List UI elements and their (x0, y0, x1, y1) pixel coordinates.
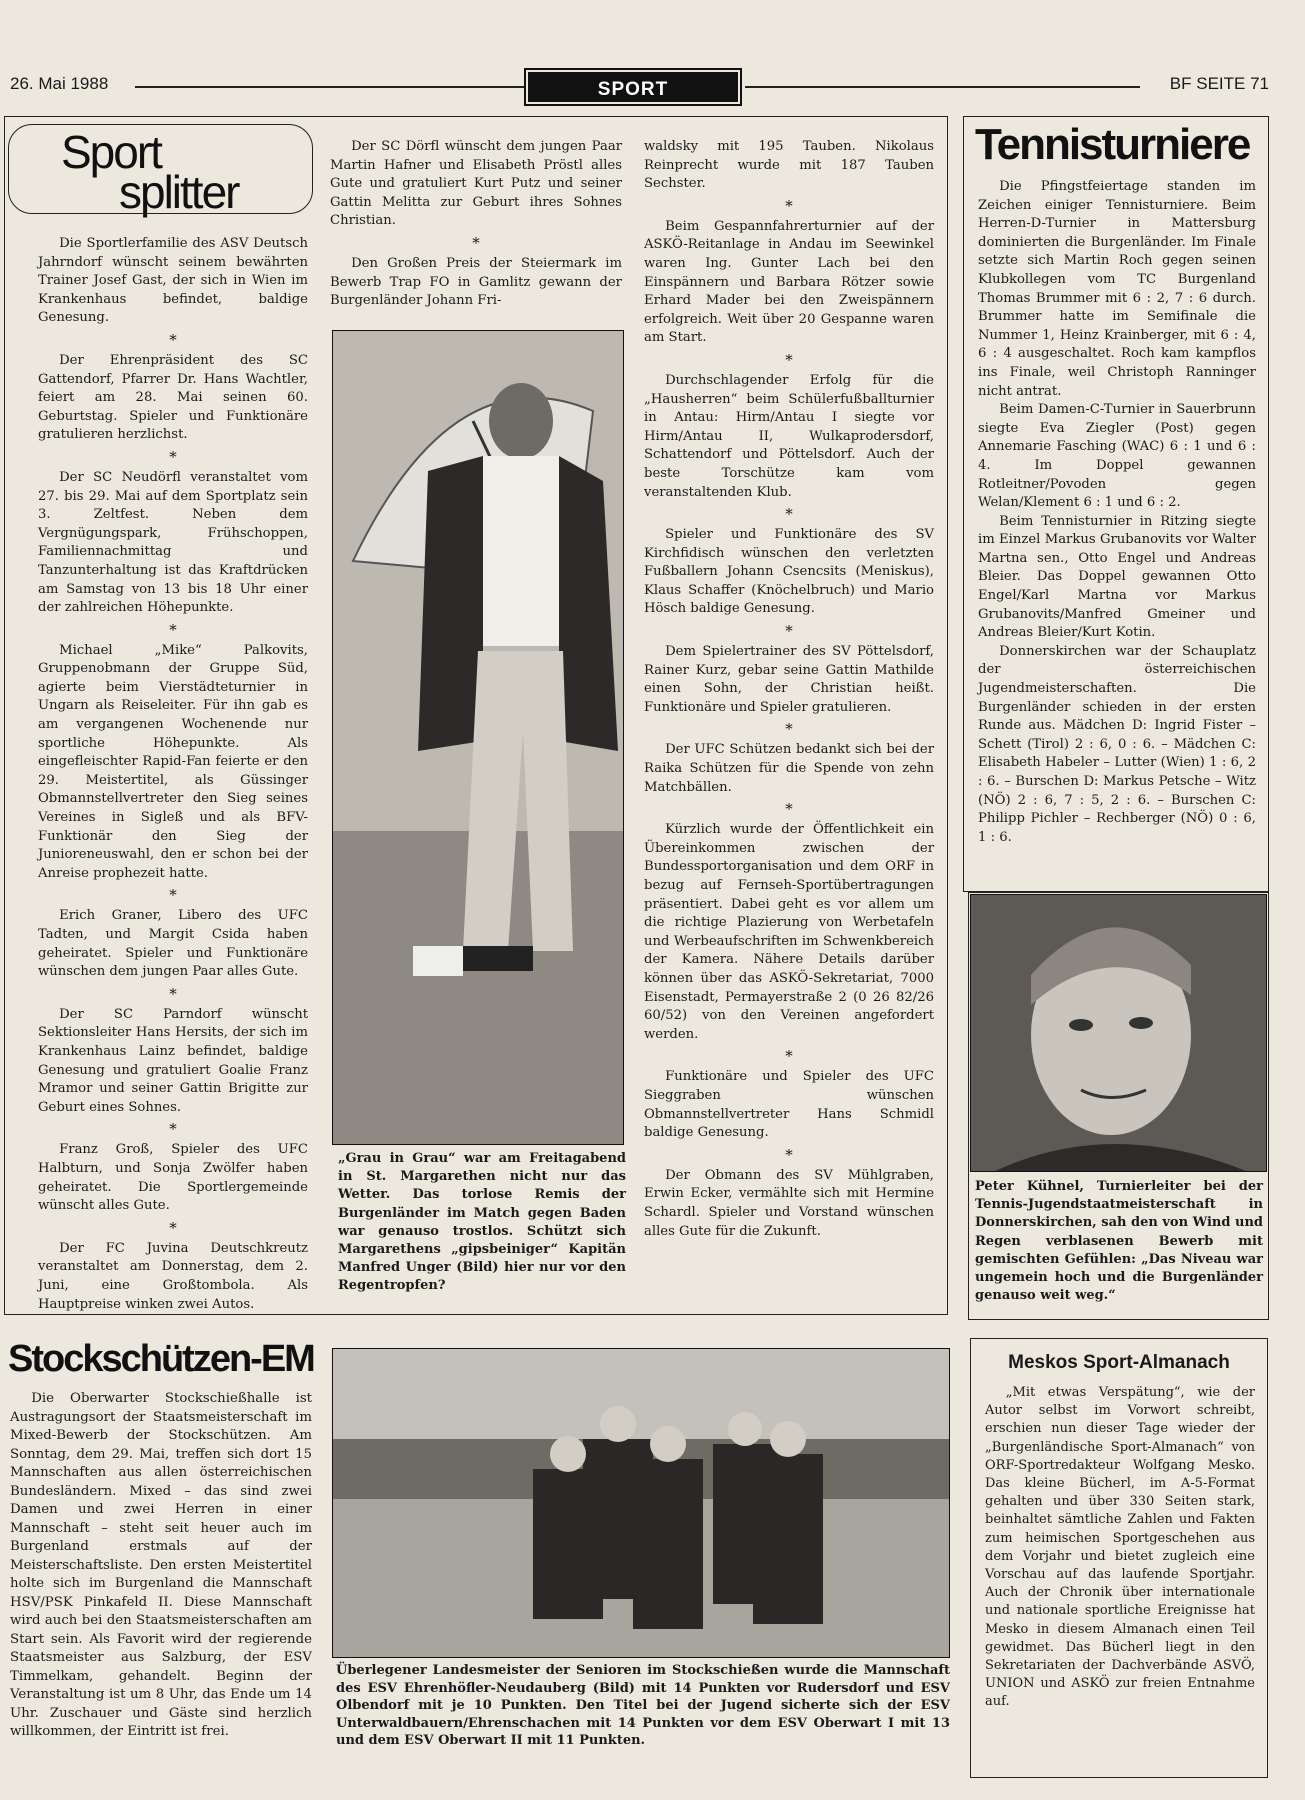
splitter-column-3 (644, 138, 934, 1241)
item-palkovits: Michael „Mike“ Palkovits, Gruppenobmann der Gruppe Süd, agierte beim Vierstädteturnier in Ungarn als Reiseleiter. Für ihn gab es am vergangenen Wochenende nur sportliche Höhepunkte. Als eingefleischter Rapid-Fan feierte er den 29. Meistertitel, als Güssinger Obmannstellvertreter den Sieg seines Vereines in Sigleß und als BFV-Funktionär den Sieg der Junioreneuswahl, den er schon bei der Anreise prophezeit hatte. (38, 642, 308, 881)
item-graner: Erich Graner, Libero des UFC Tadten, und Margit Csida haben geheiratet. Spieler und Funktionäre wünschen dem jungen Paar alles Gute. (38, 908, 308, 980)
item-orf: Kürzlich wurde der Öffentlichkeit ein Übereinkommen zwischen der Bundessportorganisation und dem ORF in bezug auf Fernseh-Sportübertragungen präsentiert. Dabei geht es vor allem um die richtige Plazierung von Werbetafeln und Werbeaufschriften im Schwenkbereich der Kamera. Nähere Details darüber können über das ASKÖ-Sekretariat, 7000 Eisenstadt, Permayerstraße 2 (0 26 82/26 60/52) von den Vereinen angefordert werden. (644, 822, 934, 1042)
separator-star: * (169, 1120, 177, 1139)
meskos-headline: Meskos Sport-Almanach (1008, 1352, 1230, 1373)
sportsplitter-heading (8, 124, 313, 218)
item-trap: Den Großen Preis der Steiermark im Bewerb Trap FO in Gamlitz gewann der Burgenländer Johann Fri- (330, 255, 622, 309)
item-parndorf: Der SC Parndorf wünscht Sektionsleiter Hans Hersits, der sich im Krankenhaus Lainz befindet, baldige Genesung und gratuliert Goalie Franz Mramor und seiner Gattin Brigitte zur Geburt eines Sohnes. (38, 1006, 308, 1115)
separator-star: * (169, 886, 177, 905)
umbrella-photo-caption: „Grau in Grau“ war am Freitagabend in St. Margarethen nicht nur das Wetter. Das torlose Remis der Burgenländer im Match gegen Baden war genauso trostlos. Schützt sich Margarethens „gipsbeiniger“ Kapitän Manfred Unger (Bild) hier nur vor den Regentropfen? (338, 1151, 626, 1294)
team-photo-caption: Überlegener Landesmeister der Senioren im Stockschießen wurde die Mannschaft des ESV Ehrenhöfler-Neudauberg (Bild) mit 14 Punkten vor Rudersdorf und ESV Olbendorf mit je 10 Punkten. Den Titel bei der Jugend sicherte sich der ESV Unterwaldbauern/Ehrenschachen mit 14 Punkten vor dem ESV Oberwart I mit 13 und dem ESV Oberwart II mit 11 Punkten. (336, 1663, 950, 1748)
item-gattendorf: Der Ehrenpräsident des SC Gattendorf, Pfarrer Dr. Hans Wachtler, feiert am 28. Mai seinen 60. Geburtstag. Spieler und Funktionäre gratulieren herzlichst. (38, 352, 308, 443)
masthead-rule-left (135, 86, 525, 88)
item-sieggraben: Funktionäre und Spieler des UFC Sieggraben wünschen Obmannstellvertreter Hans Schmidl baldige Genesung. (644, 1069, 934, 1141)
separator-star: * (169, 330, 177, 349)
page-number: BF SEITE 71 (1169, 74, 1269, 93)
separator-star: * (785, 1145, 793, 1164)
splitter-column-1 (38, 235, 308, 1314)
stock-paragraph: Die Oberwarter Stockschießhalle ist Austragungsort der Staatsmeisterschaft im Mixed-Bewerb der Stockschützen. Am Sonntag, dem 29. Mai, treffen sich dort 15 Mannschaften aus allen österreichischen Bundesländern. Mixed – das sind zwei Damen und zwei Herren in einer Mannschaft – steht seit heuer auch im Burgenland erstmals auf der Meisterschaftsliste. Den ersten Meistertitel holte sich im Burgenland die Mannschaft HSV/PSK Pinkafeld II. Diese Mannschaft wird auch bei den Staatsmeisterschaften am Start sein. Als Favorit wird der regierende Staatsmeister aus Salzburg, der ESV Timmelkam, gehandelt. Beginn der Veranstaltung ist um 8 Uhr, das Ende um 14 Uhr. Zuschauer und Gäste sind herzlich willkommen, der Eintritt ist frei. (10, 1391, 312, 1739)
item-neudoerfl: Der SC Neudörfl veranstaltet vom 27. bis 29. Mai auf dem Sportplatz sein 3. Zeltfest. Neben dem Vergnügungspark, Frühschoppen, Familiennachmittag und Tanzunterhaltung ist das Kraftdrücken am Samstag von 13 bis 18 Uhr einer der zahlreichen Höhepunkte. (38, 469, 308, 616)
kuehnel-photo-caption: Peter Kühnel, Turnierleiter bei der Tennis-Jugendstaatmeisterschaft in Donnerskirchen, sah den von Wind und Regen verblasenen Bewerb mit gemischten Gefühlen: „Das Niveau war ungemein hoch und die Burgenländer genauso weit weg.“ (975, 1179, 1263, 1304)
separator-star: * (785, 622, 793, 641)
tennis-paragraph: Beim Damen-C-Turnier in Sauerbrunn siegte Eva Ziegler (Post) gegen Annemarie Fasching (WAC) 6 : 1 und 6 : 4. Im Doppel gewannen Rotleitner/Povoden gegen Welan/Klement 6 : 1 und 6 : 2. (978, 402, 1256, 511)
item-doerfl: Der SC Dörfl wünscht dem jungen Paar Martin Hafner und Elisabeth Pröstl alles Gute und gratuliert Kurt Putz und seiner Gattin Melitta zur Geburt ihres Sohnes Christian. (330, 139, 622, 229)
tennis-headline: Tennisturniere (975, 120, 1250, 169)
portrait-illustration (971, 895, 1267, 1172)
issue-date: 26. Mai 1988 (10, 74, 109, 93)
heading-sport: Sport (61, 126, 161, 178)
stock-body (10, 1390, 312, 1742)
kuehnel-portrait-photo (970, 894, 1267, 1172)
separator-star: * (785, 196, 793, 215)
separator-star: * (169, 984, 177, 1003)
meskos-body (985, 1384, 1255, 1712)
item-gespann: Beim Gespannfahrerturnier auf der ASKÖ-Reitanlage in Andau im Seewinkel waren Ing. Gunter Lach bei den Einspännern und Barbara Rötzer sowie Erhard Mader bei den Zweispännern erfolgreich. Weit über 20 Gespanne waren am Start. (644, 218, 934, 346)
stock-headline: Stockschützen-EM (8, 1338, 314, 1380)
separator-star: * (785, 720, 793, 739)
section-label: SPORT (528, 72, 738, 102)
masthead-rule-right (745, 86, 1140, 88)
umbrella-photo (332, 330, 624, 1145)
team-photo (332, 1348, 950, 1658)
tennis-paragraph: Beim Tennisturnier in Ritzing siegte im Einzel Markus Grubanovits vor Walter Martna sen., Otto Engel und Andreas Bleier. Das Doppel gewannen Otto Engel/Karl Martna vor Markus Grubanovits/Manfred Gmeiner und Andreas Bleier/Kurt Kotin. (978, 513, 1256, 641)
separator-star: * (169, 447, 177, 466)
item-kirchfidisch: Spieler und Funktionäre des SV Kirchfidisch wünschen den verletzten Fußballern Johann Csencsits (Meniskus), Klaus Schaffer (Knöchelbruch) und Mario Hösch baldige Genesung. (644, 527, 934, 617)
item-trap-cont: waldsky mit 195 Tauben. Nikolaus Reinprecht wurde mit 187 Tauben Sechster. (644, 139, 934, 192)
separator-star: * (169, 620, 177, 639)
meskos-paragraph: „Mit etwas Verspätung“, wie der Autor selbst im Vorwort schreibt, erschien nun dieser Tage wieder der „Burgenländische Sport-Almanach“ von ORF-Sportredakteur Wolfgang Mesko. Das kleine Bücherl, im A-5-Format gehalten und über 330 Seiten stark, beinhaltet sämtliche Zahlen und Fakten zum heimischen Sportgeschehen aus dem Vorjahr und bietet zugleich eine Vorschau auf das laufende Sportjahr. Auch der Chronik über internationale und nationale sportliche Ereignisse hat Mesko in diesem Almanach einen Teil gewidmet. Das Bücherl liegt in den Sekretariaten der Dachverbände ASVÖ, UNION und ASKÖ zur freien Entnahme auf. (985, 1385, 1255, 1710)
item-schuetzen: Der UFC Schützen bedankt sich bei der Raika Schützen für die Spende von zehn Matchbällen. (644, 742, 934, 795)
item-gross: Franz Groß, Spieler des UFC Halbturn, und Sonja Zwölfer haben geheiratet. Die Sportlergemeinde wünscht alles Gute. (38, 1142, 308, 1214)
item-jahrndorf: Die Sportlerfamilie des ASV Deutsch Jahrndorf wünscht seinem bewährten Trainer Josef Gast, der sich in Wien im Krankenhaus befindet, baldige Genesung. (38, 236, 308, 326)
team-illustration (333, 1349, 950, 1658)
separator-star: * (169, 1218, 177, 1237)
splitter-column-2 (330, 138, 622, 311)
man-with-umbrella-illustration (333, 331, 624, 1145)
item-muehlgraben: Der Obmann des SV Mühlgraben, Erwin Ecker, vermählte sich mit Hermine Schardl. Spieler und Vorstand wünschen alles Gute für die Zukunft. (644, 1167, 934, 1239)
item-juvina: Der FC Juvina Deutschkreutz veranstaltet am Donnerstag, dem 2. Juni, eine Großtombola. Als Hauptpreise winken zwei Autos. (38, 1240, 308, 1312)
separator-star: * (472, 233, 480, 252)
heading-splitter: splitter (119, 166, 239, 218)
tennis-paragraph: Die Pfingstfeiertage standen im Zeichen einiger Tennisturniere. Beim Herren-D-Turnier in Mattersburg dominierten die Burgenländer. Im Finale setzte sich Martin Roch gegen seinen Klubkollegen vom TC Burgenland Thomas Brummer mit 6 : 2, 7 : 6 durch. Brummer hatte im Semifinale die Nummer 1, Heinz Krainberger, mit 6 : 4, 6 : 4 ausgeschaltet. Roch kam kampflos ins Finale, weil Christoph Ranninger nicht antrat. (978, 179, 1256, 399)
separator-star: * (785, 800, 793, 819)
separator-star: * (785, 350, 793, 369)
item-antau: Durchschlagender Erfolg für die „Hausherren“ beim Schülerfußballturnier in Antau: Hirm/Antau I siegte vor Hirm/Antau II, Wulkaprodersdorf, Schattendorf und Pöttelsdorf. Auch der beste Torschütze kam vom veranstaltenden Klub. (644, 372, 934, 500)
tennis-paragraph: Donnerskirchen war der Schauplatz der österreichischen Jugendmeisterschaften. Die Burgenländer schieden in der ersten Runde aus. Mädchen D: Ingrid Fister – Schett (Tirol) 2 : 6, 0 : 6. – Mädchen C: Elisabeth Habeler – Lutter (Wien) 1 : 6, 2 : 6. – Burschen D: Markus Petsche – Witz (NÖ) 2 : 6, 7 : 5, 2 : 6. – Burschen C: Philipp Pichler – Rechberger (NÖ) 0 : 6, 1 : 6. (978, 643, 1256, 845)
separator-star: * (785, 1047, 793, 1066)
tennis-body (978, 178, 1256, 847)
separator-star: * (785, 505, 793, 524)
item-poettelsdorf: Dem Spielertrainer des SV Pöttelsdorf, Rainer Kurz, gebar seine Gattin Mathilde einen Sohn, der Christian heißt. Funktionäre und Spieler gratulieren. (644, 644, 934, 715)
